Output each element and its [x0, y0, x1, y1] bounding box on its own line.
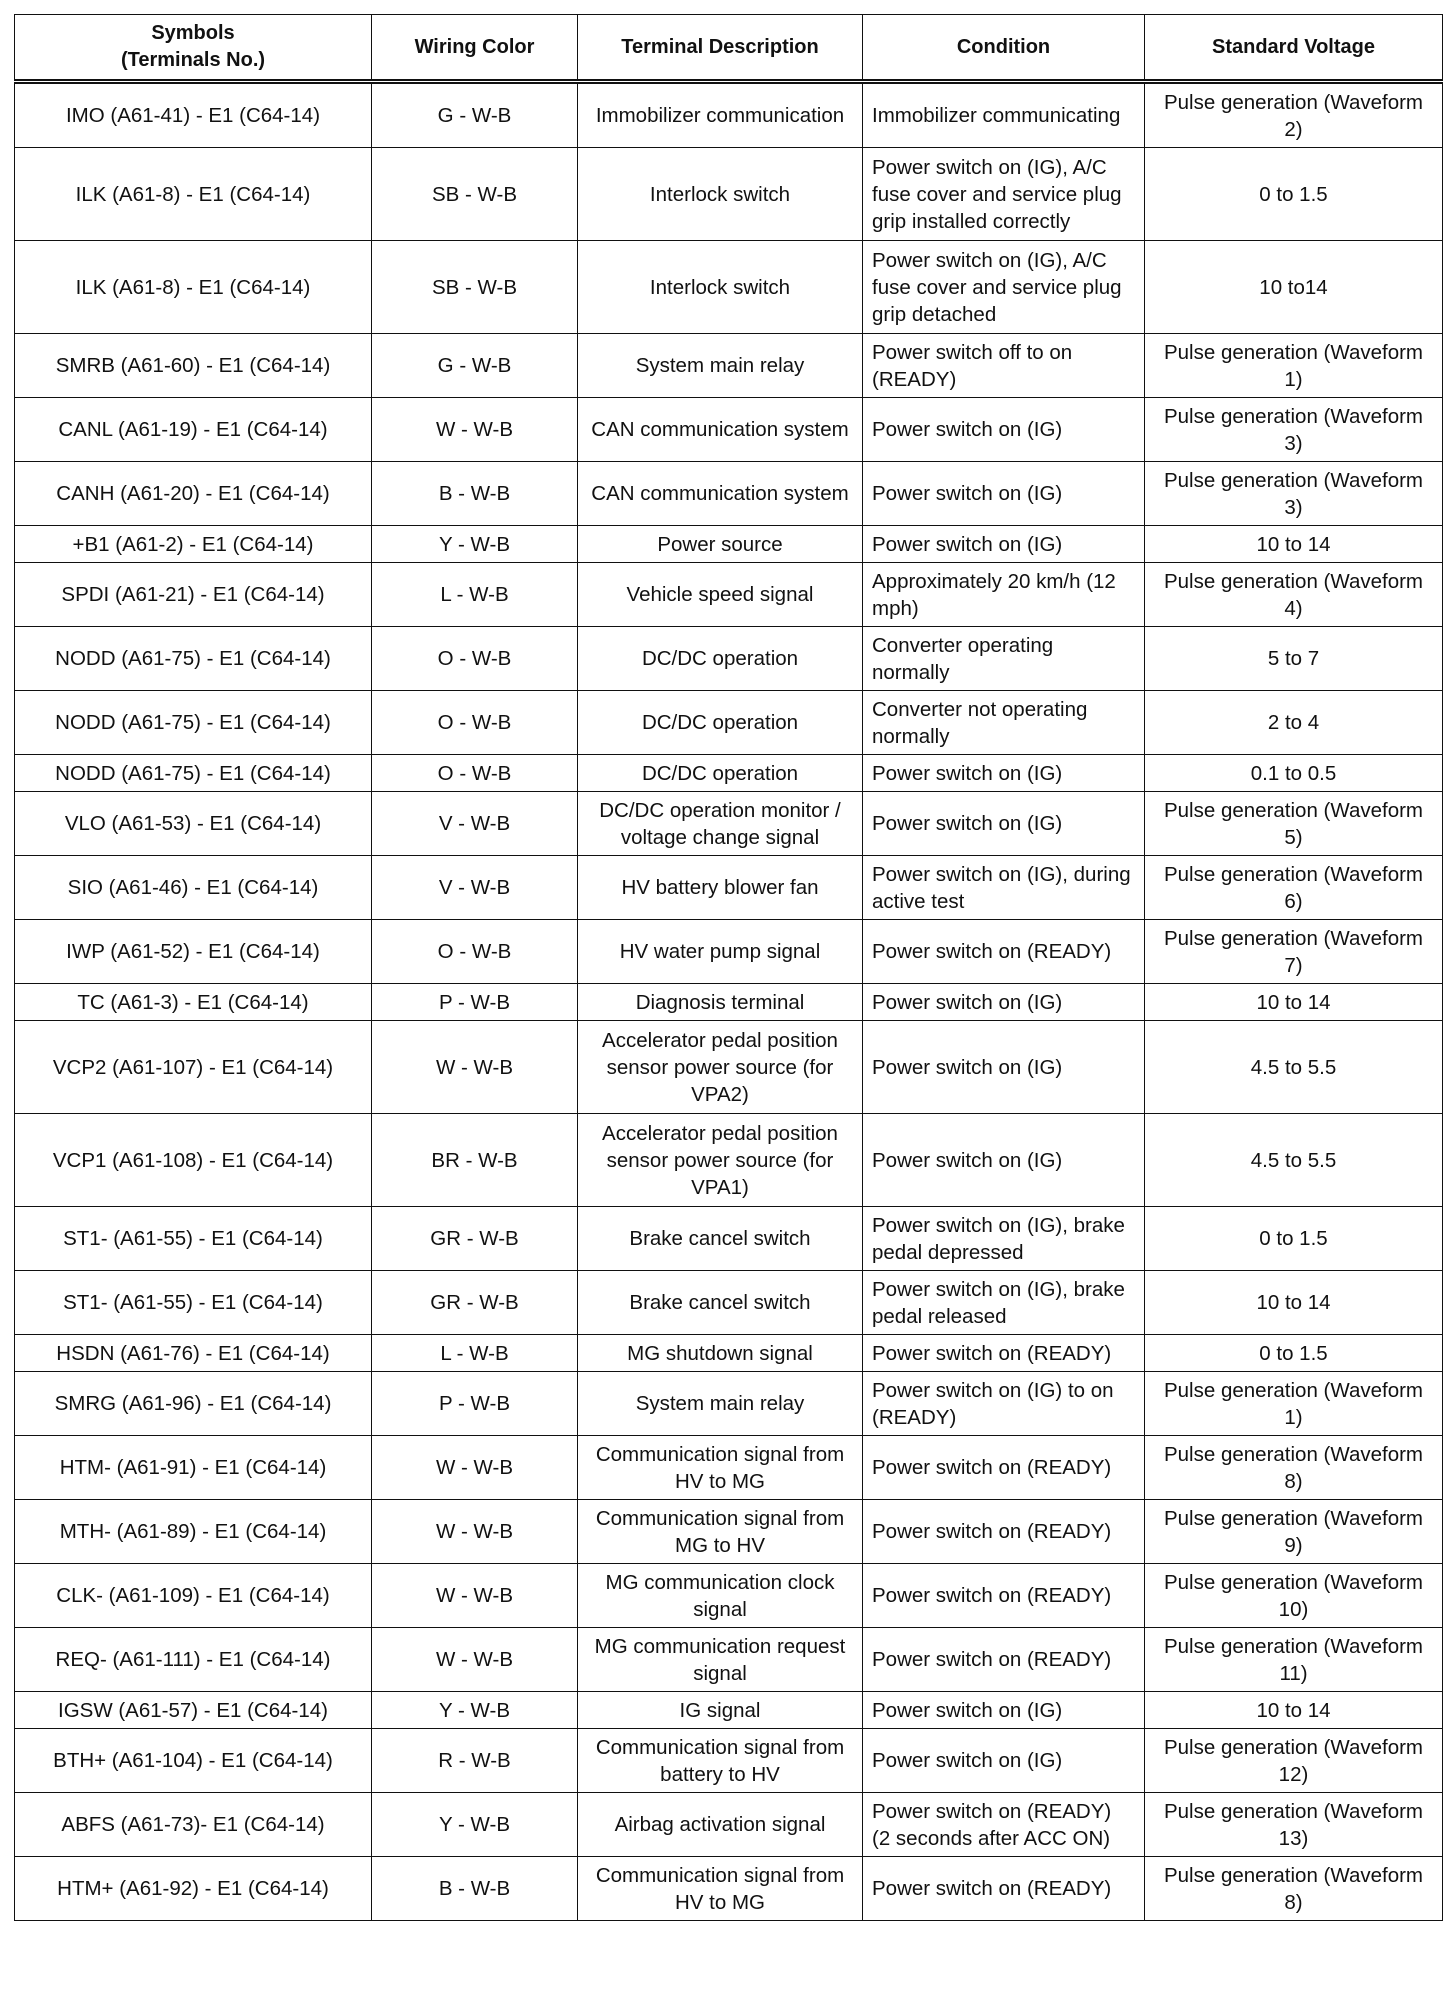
table-row [15, 148, 1443, 241]
cell-condition: Power switch on (READY) [863, 1436, 1145, 1500]
cell-wiring-color: B - W-B [372, 462, 578, 526]
cell-wiring-color: BR - W-B [372, 1114, 578, 1207]
cell-description: HV water pump signal [578, 920, 863, 984]
table-row [15, 1857, 1443, 1921]
table-row [15, 691, 1443, 755]
cell-voltage: 10 to 14 [1145, 526, 1443, 563]
cell-voltage: 10 to 14 [1145, 984, 1443, 1021]
cell-description: System main relay [578, 1372, 863, 1436]
cell-condition: Power switch on (IG) [863, 462, 1145, 526]
cell-condition: Power switch on (IG), brake pedal depressed [863, 1207, 1145, 1271]
cell-condition: Power switch on (READY) [863, 920, 1145, 984]
cell-wiring-color: W - W-B [372, 1436, 578, 1500]
cell-symbol: SMRG (A61-96) - E1 (C64-14) [15, 1372, 372, 1436]
table-row [15, 526, 1443, 563]
cell-wiring-color: P - W-B [372, 984, 578, 1021]
cell-wiring-color: V - W-B [372, 792, 578, 856]
header-symbols-line2: (Terminals No.) [120, 49, 266, 71]
cell-description: Brake cancel switch [578, 1271, 863, 1335]
cell-voltage: Pulse generation (Waveform 12) [1145, 1729, 1443, 1793]
cell-condition: Power switch on (IG) [863, 398, 1145, 462]
cell-wiring-color: O - W-B [372, 920, 578, 984]
table-row [15, 627, 1443, 691]
cell-description: Interlock switch [578, 241, 863, 334]
header-symbols [15, 15, 372, 82]
cell-description: MG shutdown signal [578, 1335, 863, 1372]
cell-voltage: Pulse generation (Waveform 13) [1145, 1793, 1443, 1857]
cell-condition: Power switch on (IG), A/C fuse cover and service plug grip installed correctly [863, 148, 1145, 241]
cell-condition: Immobilizer communicating [863, 82, 1145, 148]
table-row [15, 1500, 1443, 1564]
cell-condition: Power switch on (IG) [863, 526, 1145, 563]
cell-description: DC/DC operation [578, 755, 863, 792]
cell-wiring-color: W - W-B [372, 1564, 578, 1628]
cell-condition: Power switch on (IG) [863, 755, 1145, 792]
cell-description: Immobilizer communication [578, 82, 863, 148]
cell-description: MG communication clock signal [578, 1564, 863, 1628]
cell-symbol: NODD (A61-75) - E1 (C64-14) [15, 691, 372, 755]
header-standard-voltage: Standard Voltage [1145, 15, 1443, 82]
cell-voltage: Pulse generation (Waveform 5) [1145, 792, 1443, 856]
cell-description: IG signal [578, 1692, 863, 1729]
cell-voltage: 10 to14 [1145, 241, 1443, 334]
cell-voltage: Pulse generation (Waveform 4) [1145, 563, 1443, 627]
cell-wiring-color: P - W-B [372, 1372, 578, 1436]
cell-wiring-color: O - W-B [372, 755, 578, 792]
cell-wiring-color: W - W-B [372, 398, 578, 462]
table-row [15, 792, 1443, 856]
cell-description: DC/DC operation [578, 691, 863, 755]
cell-wiring-color: SB - W-B [372, 241, 578, 334]
cell-symbol: SMRB (A61-60) - E1 (C64-14) [15, 334, 372, 398]
cell-wiring-color: W - W-B [372, 1628, 578, 1692]
cell-symbol: ST1- (A61-55) - E1 (C64-14) [15, 1271, 372, 1335]
cell-voltage: Pulse generation (Waveform 1) [1145, 1372, 1443, 1436]
cell-voltage: Pulse generation (Waveform 8) [1145, 1436, 1443, 1500]
cell-description: Airbag activation signal [578, 1793, 863, 1857]
table-row [15, 462, 1443, 526]
cell-symbol: CANH (A61-20) - E1 (C64-14) [15, 462, 372, 526]
cell-voltage: Pulse generation (Waveform 10) [1145, 1564, 1443, 1628]
cell-wiring-color: Y - W-B [372, 1692, 578, 1729]
cell-description: Vehicle speed signal [578, 563, 863, 627]
cell-voltage: 2 to 4 [1145, 691, 1443, 755]
cell-condition: Power switch on (READY) [863, 1500, 1145, 1564]
cell-symbol: REQ- (A61-111) - E1 (C64-14) [15, 1628, 372, 1692]
cell-description: DC/DC operation [578, 627, 863, 691]
terminal-voltage-table [14, 14, 1443, 1921]
table-row [15, 1114, 1443, 1207]
table-row [15, 1207, 1443, 1271]
cell-voltage: Pulse generation (Waveform 7) [1145, 920, 1443, 984]
cell-wiring-color: L - W-B [372, 1335, 578, 1372]
cell-wiring-color: B - W-B [372, 1857, 578, 1921]
cell-voltage: 4.5 to 5.5 [1145, 1114, 1443, 1207]
cell-voltage: 10 to 14 [1145, 1271, 1443, 1335]
cell-condition: Power switch on (IG) [863, 1114, 1145, 1207]
cell-symbol: NODD (A61-75) - E1 (C64-14) [15, 627, 372, 691]
cell-symbol: CLK- (A61-109) - E1 (C64-14) [15, 1564, 372, 1628]
cell-voltage: Pulse generation (Waveform 6) [1145, 856, 1443, 920]
cell-wiring-color: Y - W-B [372, 1793, 578, 1857]
cell-symbol: +B1 (A61-2) - E1 (C64-14) [15, 526, 372, 563]
cell-voltage: Pulse generation (Waveform 8) [1145, 1857, 1443, 1921]
cell-description: CAN communication system [578, 398, 863, 462]
cell-condition: Power switch on (READY) [863, 1564, 1145, 1628]
cell-voltage: 0.1 to 0.5 [1145, 755, 1443, 792]
cell-wiring-color: L - W-B [372, 563, 578, 627]
header-terminal-description: Terminal Description [578, 15, 863, 82]
cell-symbol: MTH- (A61-89) - E1 (C64-14) [15, 1500, 372, 1564]
cell-symbol: NODD (A61-75) - E1 (C64-14) [15, 755, 372, 792]
cell-condition: Power switch on (IG), during active test [863, 856, 1145, 920]
cell-condition: Approximately 20 km/h (12 mph) [863, 563, 1145, 627]
cell-condition: Converter operating normally [863, 627, 1145, 691]
cell-condition: Power switch on (IG) [863, 1021, 1145, 1114]
cell-symbol: BTH+ (A61-104) - E1 (C64-14) [15, 1729, 372, 1793]
cell-symbol: SPDI (A61-21) - E1 (C64-14) [15, 563, 372, 627]
table-row [15, 920, 1443, 984]
cell-condition: Power switch on (READY) (2 seconds after ACC ON) [863, 1793, 1145, 1857]
cell-voltage: 5 to 7 [1145, 627, 1443, 691]
table-row [15, 1564, 1443, 1628]
cell-symbol: CANL (A61-19) - E1 (C64-14) [15, 398, 372, 462]
table-row [15, 1729, 1443, 1793]
table-row [15, 1335, 1443, 1372]
cell-wiring-color: Y - W-B [372, 526, 578, 563]
cell-wiring-color: GR - W-B [372, 1271, 578, 1335]
cell-condition: Power switch on (IG) [863, 984, 1145, 1021]
cell-voltage: 4.5 to 5.5 [1145, 1021, 1443, 1114]
cell-voltage: Pulse generation (Waveform 1) [1145, 334, 1443, 398]
cell-condition: Power switch on (IG), brake pedal released [863, 1271, 1145, 1335]
cell-symbol: HTM+ (A61-92) - E1 (C64-14) [15, 1857, 372, 1921]
cell-voltage: Pulse generation (Waveform 3) [1145, 462, 1443, 526]
cell-voltage: Pulse generation (Waveform 3) [1145, 398, 1443, 462]
cell-wiring-color: G - W-B [372, 334, 578, 398]
table-row [15, 1793, 1443, 1857]
cell-condition: Power switch on (READY) [863, 1335, 1145, 1372]
cell-description: Interlock switch [578, 148, 863, 241]
table-row [15, 82, 1443, 148]
cell-description: Accelerator pedal position sensor power source (for VPA2) [578, 1021, 863, 1114]
cell-description: Communication signal from battery to HV [578, 1729, 863, 1793]
table-row [15, 1436, 1443, 1500]
cell-wiring-color: R - W-B [372, 1729, 578, 1793]
table-row [15, 984, 1443, 1021]
cell-condition: Power switch on (IG) to on (READY) [863, 1372, 1145, 1436]
cell-voltage: 0 to 1.5 [1145, 1335, 1443, 1372]
cell-wiring-color: GR - W-B [372, 1207, 578, 1271]
table-row [15, 241, 1443, 334]
cell-wiring-color: O - W-B [372, 691, 578, 755]
cell-description: Diagnosis terminal [578, 984, 863, 1021]
cell-description: Accelerator pedal position sensor power source (for VPA1) [578, 1114, 863, 1207]
header-symbols-line1: Symbols [151, 22, 235, 44]
cell-wiring-color: O - W-B [372, 627, 578, 691]
table-row [15, 1021, 1443, 1114]
cell-wiring-color: W - W-B [372, 1021, 578, 1114]
table-row [15, 334, 1443, 398]
cell-symbol: HSDN (A61-76) - E1 (C64-14) [15, 1335, 372, 1372]
table-row [15, 563, 1443, 627]
cell-voltage: 10 to 14 [1145, 1692, 1443, 1729]
cell-voltage: 0 to 1.5 [1145, 1207, 1443, 1271]
cell-description: HV battery blower fan [578, 856, 863, 920]
table-row [15, 1271, 1443, 1335]
cell-symbol: ABFS (A61-73)- E1 (C64-14) [15, 1793, 372, 1857]
cell-symbol: SIO (A61-46) - E1 (C64-14) [15, 856, 372, 920]
table-row [15, 856, 1443, 920]
table-row [15, 1372, 1443, 1436]
cell-description: Communication signal from HV to MG [578, 1436, 863, 1500]
cell-symbol: VLO (A61-53) - E1 (C64-14) [15, 792, 372, 856]
cell-symbol: VCP1 (A61-108) - E1 (C64-14) [15, 1114, 372, 1207]
cell-description: Communication signal from HV to MG [578, 1857, 863, 1921]
cell-description: Power source [578, 526, 863, 563]
cell-symbol: TC (A61-3) - E1 (C64-14) [15, 984, 372, 1021]
cell-condition: Power switch on (IG) [863, 1692, 1145, 1729]
header-wiring-color: Wiring Color [372, 15, 578, 82]
cell-condition: Power switch on (IG) [863, 792, 1145, 856]
table-row [15, 755, 1443, 792]
header-condition: Condition [863, 15, 1145, 82]
cell-description: Brake cancel switch [578, 1207, 863, 1271]
cell-description: System main relay [578, 334, 863, 398]
table-row [15, 398, 1443, 462]
cell-symbol: ILK (A61-8) - E1 (C64-14) [15, 148, 372, 241]
cell-symbol: VCP2 (A61-107) - E1 (C64-14) [15, 1021, 372, 1114]
cell-description: DC/DC operation monitor / voltage change signal [578, 792, 863, 856]
cell-wiring-color: V - W-B [372, 856, 578, 920]
cell-condition: Power switch on (IG), A/C fuse cover and service plug grip detached [863, 241, 1145, 334]
cell-symbol: HTM- (A61-91) - E1 (C64-14) [15, 1436, 372, 1500]
cell-voltage: Pulse generation (Waveform 11) [1145, 1628, 1443, 1692]
cell-condition: Power switch on (READY) [863, 1628, 1145, 1692]
cell-condition: Converter not operating normally [863, 691, 1145, 755]
cell-symbol: IGSW (A61-57) - E1 (C64-14) [15, 1692, 372, 1729]
cell-condition: Power switch on (READY) [863, 1857, 1145, 1921]
cell-voltage: Pulse generation (Waveform 2) [1145, 82, 1443, 148]
cell-description: Communication signal from MG to HV [578, 1500, 863, 1564]
cell-symbol: IMO (A61-41) - E1 (C64-14) [15, 82, 372, 148]
table-row [15, 1692, 1443, 1729]
cell-symbol: ST1- (A61-55) - E1 (C64-14) [15, 1207, 372, 1271]
table-row [15, 1628, 1443, 1692]
cell-wiring-color: G - W-B [372, 82, 578, 148]
cell-condition: Power switch on (IG) [863, 1729, 1145, 1793]
cell-symbol: ILK (A61-8) - E1 (C64-14) [15, 241, 372, 334]
cell-wiring-color: W - W-B [372, 1500, 578, 1564]
cell-voltage: 0 to 1.5 [1145, 148, 1443, 241]
cell-condition: Power switch off to on (READY) [863, 334, 1145, 398]
cell-description: MG communication request signal [578, 1628, 863, 1692]
header-row [15, 15, 1443, 82]
cell-voltage: Pulse generation (Waveform 9) [1145, 1500, 1443, 1564]
cell-symbol: IWP (A61-52) - E1 (C64-14) [15, 920, 372, 984]
cell-wiring-color: SB - W-B [372, 148, 578, 241]
cell-description: CAN communication system [578, 462, 863, 526]
